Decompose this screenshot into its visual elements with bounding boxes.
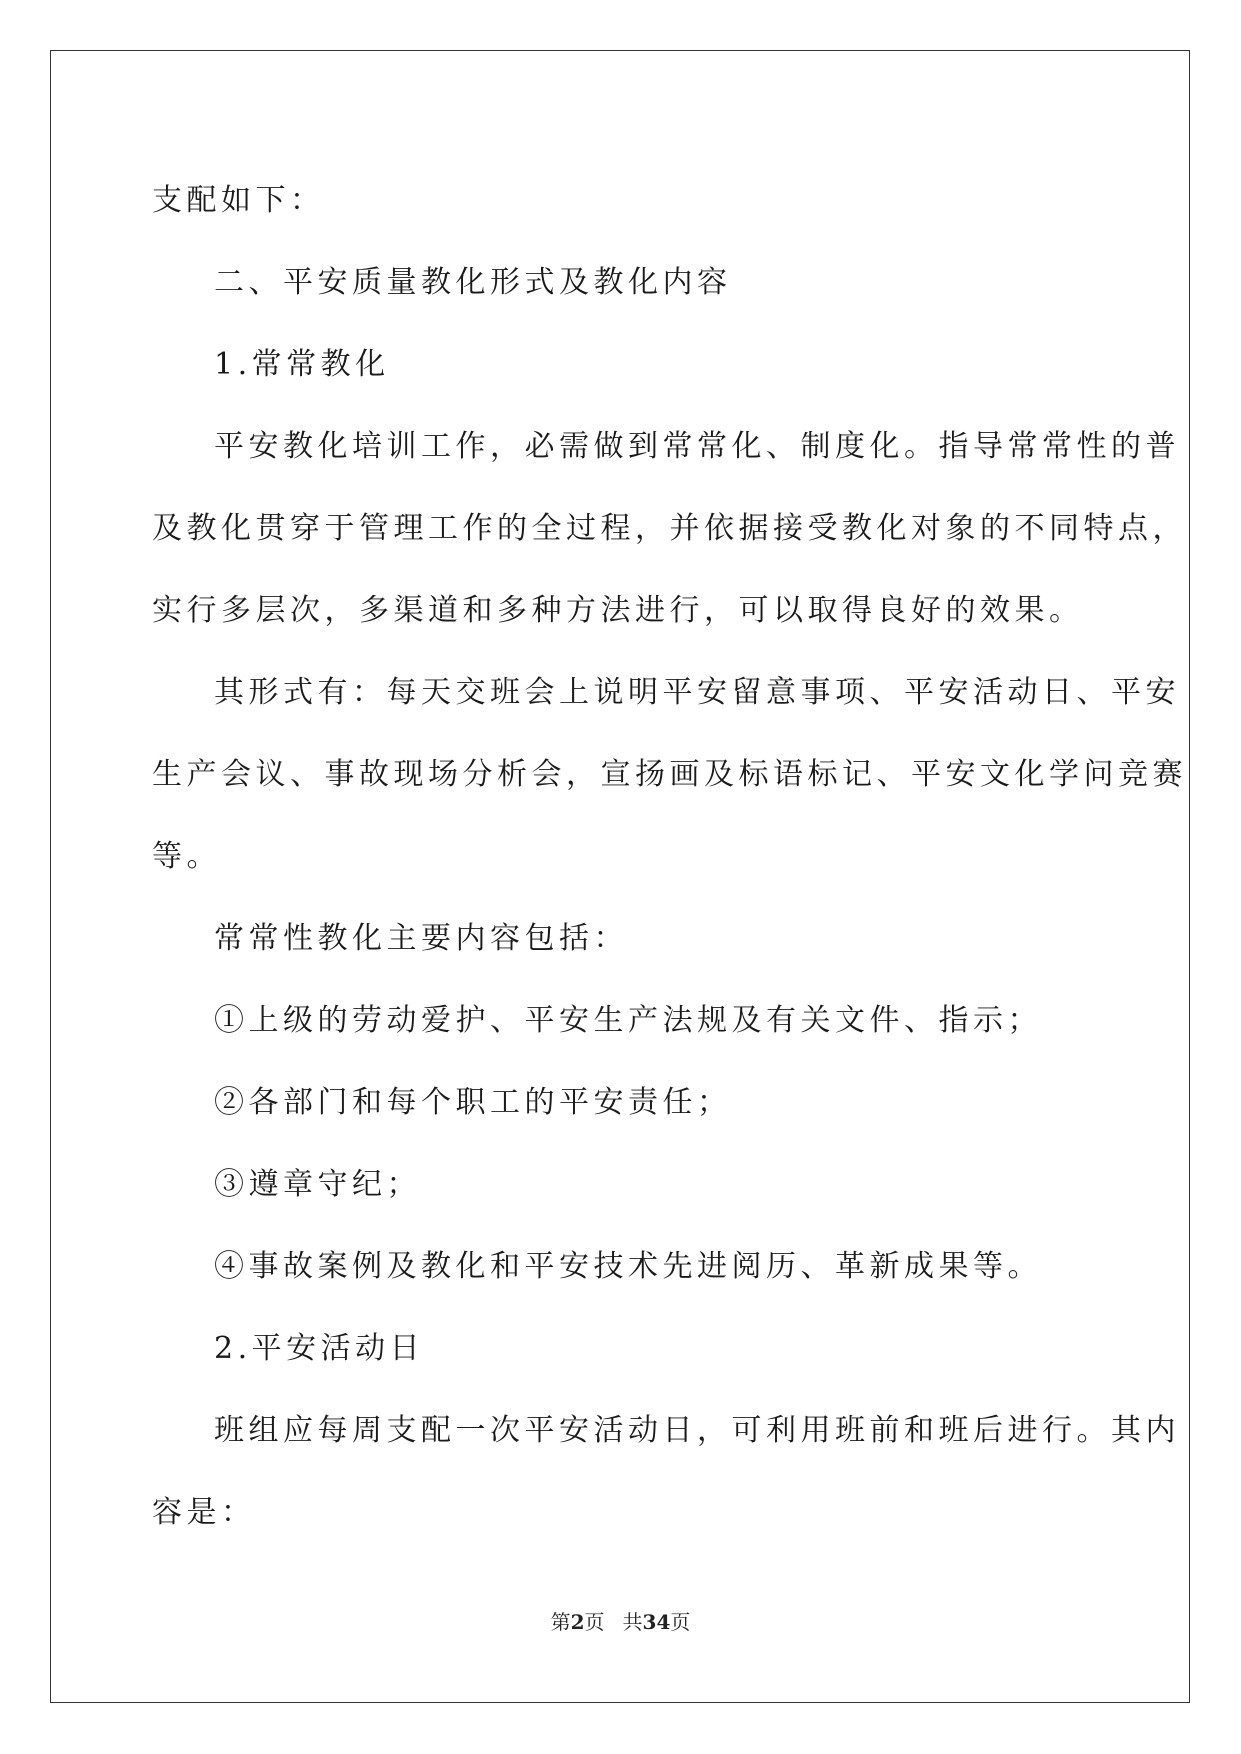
list-item: ②各部门和每个职工的平安责任； xyxy=(214,1085,732,1120)
footer-page-suffix: 页 xyxy=(584,1610,605,1634)
subsection-heading: 1.常常教化 xyxy=(214,347,390,382)
paragraph-line: 实行多层次，多渠道和多种方法进行，可以取得良好的效果。 xyxy=(152,593,1084,628)
total-pages-number: 34 xyxy=(642,1610,671,1634)
current-page-number: 2 xyxy=(570,1610,585,1634)
paragraph-line: 等。 xyxy=(152,839,221,874)
paragraph-line: 及教化贯穿于管理工作的全过程，并依据接受教化对象的不同特点， xyxy=(152,511,1187,546)
paragraph-line: 生产会议、事故现场分析会，宣扬画及标语标记、平安文化学问竞赛 xyxy=(152,757,1187,792)
list-item: ③遵章守纪； xyxy=(214,1167,421,1202)
paragraph-line: 其形式有：每天交班会上说明平安留意事项、平安活动日、平安 xyxy=(214,675,1180,710)
document-body xyxy=(152,160,1187,1554)
subsection-heading: 2.平安活动日 xyxy=(214,1331,425,1366)
paragraph-line: 常常性教化主要内容包括： xyxy=(214,921,628,956)
footer-total-suffix: 页 xyxy=(670,1610,691,1634)
paragraph-line: 平安教化培训工作，必需做到常常化、制度化。指导常常性的普 xyxy=(214,429,1180,464)
paragraph-line: 容是： xyxy=(152,1495,256,1530)
list-item: ④事故案例及教化和平安技术先进阅历、革新成果等。 xyxy=(214,1249,1042,1284)
paragraph-line: 班组应每周支配一次平安活动日，可利用班前和班后进行。其内 xyxy=(214,1413,1180,1448)
section-heading: 二、平安质量教化形式及教化内容 xyxy=(214,265,732,300)
list-item: ①上级的劳动爱护、平安生产法规及有关文件、指示； xyxy=(214,1003,1042,1038)
footer-prefix: 第 xyxy=(550,1610,571,1634)
paragraph-line: 支配如下： xyxy=(152,183,325,218)
page-footer xyxy=(0,1608,1241,1636)
footer-total-prefix: 共 xyxy=(622,1610,643,1634)
